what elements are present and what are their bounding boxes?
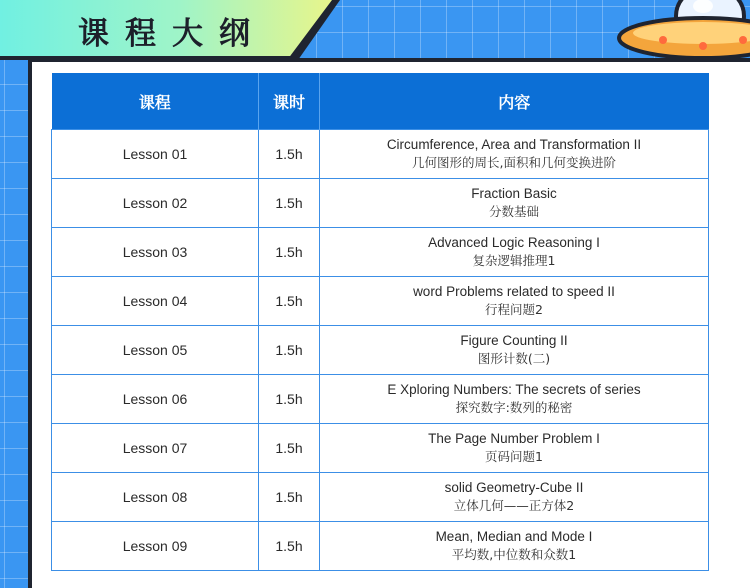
table-row xyxy=(52,277,709,326)
content-chinese: 分数基础 xyxy=(488,204,539,219)
content-cell xyxy=(320,522,709,571)
hours-cell: 1.5h xyxy=(259,179,320,228)
table-row xyxy=(52,522,709,571)
content-cell xyxy=(320,179,709,228)
column-header-course: 课程 xyxy=(52,73,259,130)
content-english: Figure Counting II xyxy=(460,333,568,348)
content-english: Fraction Basic xyxy=(471,186,557,201)
table-header-row xyxy=(52,73,709,130)
content-english: solid Geometry-Cube II xyxy=(444,480,584,495)
content-cell xyxy=(320,473,709,522)
table-row xyxy=(52,130,709,179)
hours-cell: 1.5h xyxy=(259,375,320,424)
syllabus-table xyxy=(51,73,709,571)
table-row xyxy=(52,179,709,228)
hours-cell: 1.5h xyxy=(259,228,320,277)
lesson-cell: Lesson 03 xyxy=(52,228,259,277)
content-chinese: 页码问题1 xyxy=(485,449,543,464)
hours-cell: 1.5h xyxy=(259,130,320,179)
lesson-cell: Lesson 06 xyxy=(52,375,259,424)
content-cell xyxy=(320,130,709,179)
table-row xyxy=(52,424,709,473)
hours-cell: 1.5h xyxy=(259,522,320,571)
table-row xyxy=(52,375,709,424)
content-chinese: 图形计数(二) xyxy=(477,351,551,366)
content-chinese: 探究数字:数列的秘密 xyxy=(455,400,573,415)
content-english: word Problems related to speed II xyxy=(413,284,615,299)
table-row xyxy=(52,228,709,277)
table-row xyxy=(52,473,709,522)
hours-cell: 1.5h xyxy=(259,473,320,522)
content-cell xyxy=(320,375,709,424)
lesson-cell: Lesson 01 xyxy=(52,130,259,179)
hours-cell: 1.5h xyxy=(259,277,320,326)
column-header-content: 内容 xyxy=(320,73,709,130)
content-chinese: 几何图形的周长,面积和几何变换进阶 xyxy=(412,155,616,170)
content-english: Mean, Median and Mode I xyxy=(435,529,593,544)
table-row xyxy=(52,326,709,375)
content-cell xyxy=(320,277,709,326)
content-english: Circumference, Area and Transformation II xyxy=(386,137,642,152)
hours-cell: 1.5h xyxy=(259,424,320,473)
column-header-hours: 课时 xyxy=(259,73,320,130)
content-chinese: 平均数,中位数和众数1 xyxy=(451,547,577,562)
hours-cell: 1.5h xyxy=(259,326,320,375)
content-english: Advanced Logic Reasoning I xyxy=(428,235,600,250)
content-english: E Xploring Numbers: The secrets of series xyxy=(387,382,641,397)
content-chinese: 行程问题2 xyxy=(485,302,543,317)
content-cell xyxy=(320,228,709,277)
lesson-cell: Lesson 02 xyxy=(52,179,259,228)
lesson-cell: Lesson 08 xyxy=(52,473,259,522)
lesson-cell: Lesson 09 xyxy=(52,522,259,571)
content-cell xyxy=(320,326,709,375)
lesson-cell: Lesson 05 xyxy=(52,326,259,375)
content-chinese: 立体几何——正方体2 xyxy=(453,498,575,513)
content-chinese: 复杂逻辑推理1 xyxy=(472,253,556,268)
page-title: 课程大纲 xyxy=(78,16,266,52)
content-cell xyxy=(320,424,709,473)
lesson-cell: Lesson 04 xyxy=(52,277,259,326)
content-english: The Page Number Problem I xyxy=(428,431,600,446)
lesson-cell: Lesson 07 xyxy=(52,424,259,473)
